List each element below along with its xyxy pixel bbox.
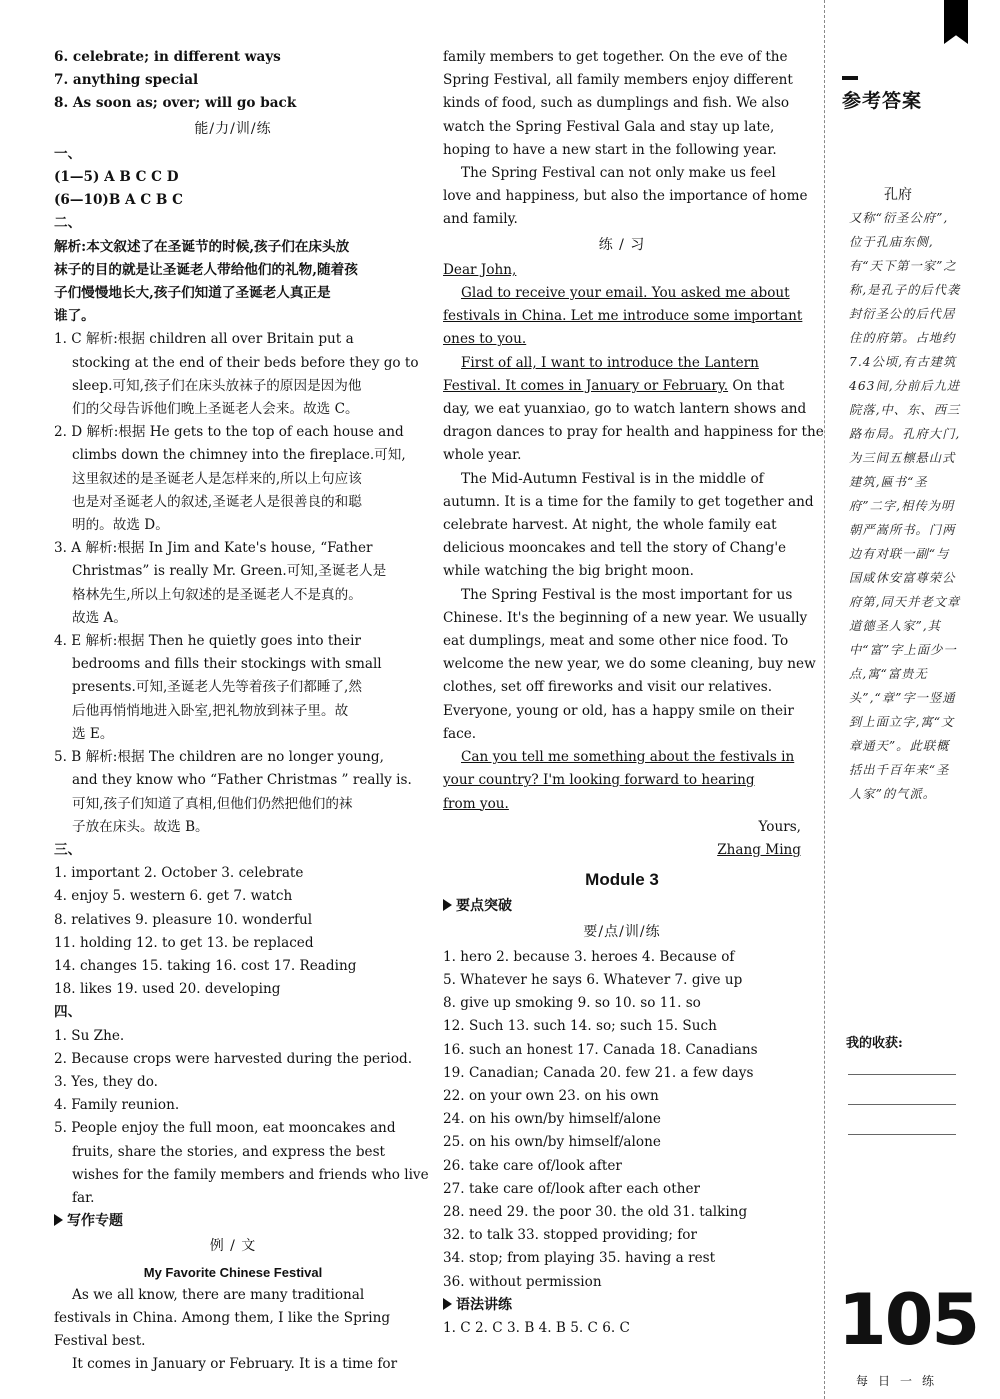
answer-line: bedrooms and fills their stockings with small [72,656,382,673]
letter-line: celebrate harvest. At night, the whole family eat [443,517,777,534]
answer-line: 4. Family reunion. [54,1097,180,1114]
answer-line: 32. to talk 33. stopped providing; for [443,1227,697,1244]
answer-line: presents.可知,圣诞老人先等着孩子们都睡了,然 [72,679,362,696]
page-number: 105 [838,1279,979,1361]
part-head: 四、 [54,1004,82,1021]
answer-line: 12. Such 13. such 14. so; such 15. Such [443,1018,717,1035]
essay-line: Festival best. [54,1333,146,1350]
answer-line: 8. As soon as; over; will go back [54,95,297,112]
title-dash [842,76,858,80]
answer-line: 24. on his own/by himself/alone [443,1111,661,1128]
essay-title: My Favorite Chinese Festival [143,1264,323,1280]
essay-line: love and happiness, but also the importance of home [443,188,808,205]
letter-line [443,375,801,398]
grammar-head [443,1294,801,1317]
answer-line: 25. on his own/by himself/alone [443,1134,661,1151]
answer-line: fruits, share the stories, and express the best [72,1143,386,1160]
answer-line: (6—10)B A C B C [54,192,183,209]
letter-line: whole year. [443,447,522,464]
answer-line: 这里叙述的是圣诞老人是怎样来的,所以上句应该 [72,470,362,487]
answer-line: 36. without permission [443,1273,602,1290]
letter-line: Glad to receive your email. You asked me about [461,285,790,302]
answer-block-3 [54,537,412,630]
section-title-ability: 能/力/训/练 [194,120,272,137]
essay-line: and family. [443,211,518,228]
analysis-line: 谁了。 [54,308,95,325]
letter-closing: Yours, [758,818,801,835]
letter-line: Can you tell me something about the festivals in [461,749,795,766]
side-subtitle: 孔府 [884,187,912,203]
letter-line: clothes, set off fireworks and visit our relatives. [443,679,773,696]
letter-line: face. [443,725,477,742]
key-points-label: 要点突破 [456,898,512,915]
part-head: 二、 [54,215,82,232]
module-title: Module 3 [585,870,659,890]
answer-line: 14. changes 15. taking 16. cost 17. Reading [54,957,357,974]
letter-greeting: Dear John, [443,261,517,278]
answer-line: 格林先生,所以上句叙述的是圣诞老人不是真的。 [72,586,362,603]
answer-line: 后他再悄悄地进入卧室,把礼物放到袜子里。故 [72,702,349,719]
answer-line: 1. hero 2. because 3. heroes 4. Because of [443,948,735,965]
answer-line: 11. holding 12. to get 13. be replaced [54,934,314,951]
key-training-title: 要/点/训/练 [583,923,661,940]
letter-line: from you. [443,795,509,812]
letter-line: your country? I'm looking forward to hearing [443,772,755,789]
answer-line: 故选 A。 [72,609,127,626]
essay-line: festivals in China. Among them, I like the Spring [54,1309,391,1326]
letter-line: ones to you. [443,331,527,348]
letter-line: welcome the new year, we do some cleaning, buy new [443,656,816,673]
essay-line: watch the Spring Festival Gala and stay up late, [443,118,775,135]
answer-line: 1. Su Zhe. [54,1027,125,1044]
triangle-right-icon [443,899,452,911]
answer-line: 22. on your own 23. on his own [443,1087,659,1104]
answer-line: 1. important 2. October 3. celebrate [54,865,304,882]
letter-line: The Mid-Autumn Festival is in the middle of [461,470,764,487]
answer-block-1 [54,328,419,421]
part-head: 一、 [54,145,82,162]
right-column [443,46,824,1340]
footer-word: 每日一练 [856,1374,945,1388]
column-divider [824,0,826,1399]
answer-line: 2. D 解析:根据 He gets to the top of each house and [54,424,404,441]
answer-line: 5. B 解析:根据 The children are no longer young, [54,749,384,766]
answer-line: 3. Yes, they do. [54,1073,158,1090]
letter-underlined: Festival. It comes in January or February. [443,377,729,394]
answer-line: sleep.可知,孩子们在床头放袜子的原因是因为他 [72,377,362,394]
answer-block-4 [54,630,412,746]
note-line [848,1074,956,1075]
letter-line: Everyone, young or old, has a happy smile on their [443,702,794,719]
answer-line: 8. relatives 9. pleasure 10. wonderful [54,911,313,928]
answer-line: 34. stop; from playing 35. having a rest [443,1250,716,1267]
letter-line: while watching the big bright moon. [443,563,694,580]
answer-line: 19. Canadian; Canada 20. few 21. a few days [443,1064,754,1081]
answer-block-5 [54,746,412,839]
letter-line: First of all, I want to introduce the Lantern [461,354,759,371]
answer-line: 明的。故选 D。 [72,517,169,534]
answer-line: 16. such an honest 17. Canada 18. Canadians [443,1041,758,1058]
essay-line: kinds of food, such as dumplings and fish. We also [443,95,790,112]
answer-line: (1—5) A B C C D [54,169,179,186]
essay-line: The Spring Festival can not only make us feel [461,165,776,182]
note-line [848,1104,956,1105]
answer-line: 3. A 解析:根据 In Jim and Kate's house, “Father [54,540,373,557]
practice-title: 练 / 习 [598,236,646,253]
side-title: 参考答案 [842,90,923,112]
letter-signature: Zhang Ming [717,841,801,858]
left-column [54,46,429,1377]
letter-line: festivals in China. Let me introduce some important [443,308,803,325]
essay-line: It comes in January or February. It is a time for [72,1356,398,1373]
letter-line: autumn. It is a time for the family to get together and [443,493,814,510]
essay-line: Spring Festival, all family members enjoy different [443,72,793,89]
answer-line: and they know who “Father Christmas ” really is. [72,772,412,789]
analysis-line: 子们慢慢地长大,孩子们知道了圣诞老人真正是 [54,285,331,302]
essay-line: hoping to have a new start in the following year. [443,141,777,158]
answer-line: 4. E 解析:根据 Then he quietly goes into their [54,633,361,650]
letter-line: Chinese. It's the beginning of a new year. We usually [443,609,808,626]
answer-line: 5. Whatever he says 6. Whatever 7. give up [443,971,743,988]
answer-line: 6. celebrate; in different ways [54,49,281,65]
triangle-right-icon [54,1214,63,1226]
analysis-line: 袜子的目的就是让圣诞老人带给他们的礼物,随着孩 [54,261,358,278]
answer-line: 选 E。 [72,725,114,742]
triangle-right-icon [443,1298,452,1310]
answer-line: 5. People enjoy the full moon, eat mooncakes and [54,1120,396,1137]
answer-line: 18. likes 19. used 20. developing [54,981,281,998]
answer-line: 26. take care of/look after [443,1157,622,1174]
answer-line: 1. C 解析:根据 children all over Britain put a [54,331,354,348]
answer-line: 27. take care of/look after each other [443,1180,701,1197]
answer-line: 2. Because crops were harvested during the period. [54,1050,413,1067]
letter-line: day, we eat yuanxiao, go to watch lantern shows and [443,401,807,418]
example-title: 例 / 文 [209,1238,257,1255]
essay-line: family members to get together. On the eve of the [443,49,788,65]
answer-line: 也是对圣诞老人的叙述,圣诞老人是很善良的和聪 [72,493,362,510]
bookmark-icon [944,0,968,44]
essay-line: As we all know, there are many traditional [72,1286,365,1303]
answer-line: 8. give up smoking 9. so 10. so 11. so [443,995,701,1012]
writing-head-label: 写作专题 [67,1213,123,1230]
answer-line: 4. enjoy 5. western 6. get 7. watch [54,888,293,905]
key-points-head [443,895,801,918]
answer-line: 们的父母告诉他们晚上圣诞老人会来。故选 C。 [72,401,359,418]
letter-tail: On that [728,377,785,394]
answer-line: climbs down the chimney into the fireplace.可知, [72,447,406,464]
letter-line: delicious mooncakes and tell the story of Chang'e [443,540,787,557]
harvest-label: 我的收获: [846,1036,903,1051]
answer-line: 1. C 2. C 3. B 4. B 5. C 6. C [443,1319,630,1336]
analysis-line: 解析:本文叙述了在圣诞节的时候,孩子们在床头放 [54,238,350,255]
letter-line: The Spring Festival is the most important for us [461,586,793,603]
answer-line: 7. anything special [54,72,199,89]
part-head: 三、 [54,841,82,858]
note-line [848,1134,956,1135]
answer-line: Christmas” is really Mr. Green.可知,圣诞老人是 [72,563,387,580]
letter-line: eat dumplings, meat and some other nice food. To [443,633,789,650]
answer-block-2 [54,421,412,537]
answer-line: 子放在床头。故选 B。 [72,818,209,835]
answer-line: 可知,孩子们知道了真相,但他们仍然把他们的袜 [72,795,353,812]
answer-line: 28. need 29. the poor 30. the old 31. talking [443,1203,748,1220]
grammar-label: 语法讲练 [456,1296,512,1313]
answer-line: far. [72,1189,95,1206]
answer-line: stocking at the end of their beds before they go to [72,354,419,371]
writing-section-head [54,1210,412,1233]
side-text: 又称“衍圣公府”,位于孔庙东侧,有“天下第一家”之称,是孔子的后代袭封衍圣公的后代居住的府第。占地约7.4公顷,有古建筑463间,分前后九进院落,中、东、西三路布局。孔府大门,为三间五檩悬山式建筑,匾书“圣府”二字,相传为明朝严嵩所书。门两边有对联一副“与国咸休安富尊荣公府第,同天并老文章道德圣人家”,其中“富”字上面少一点,寓“富贵无头”,“章”字一竖通到上面立字,寓“文章通天”。此联概括出千百年来“圣人家”的气派。 [849,211,961,801]
letter-line: dragon dances to pray for health and happiness for the [443,424,824,441]
answer-line: wishes for the family members and friends who live [72,1166,429,1183]
